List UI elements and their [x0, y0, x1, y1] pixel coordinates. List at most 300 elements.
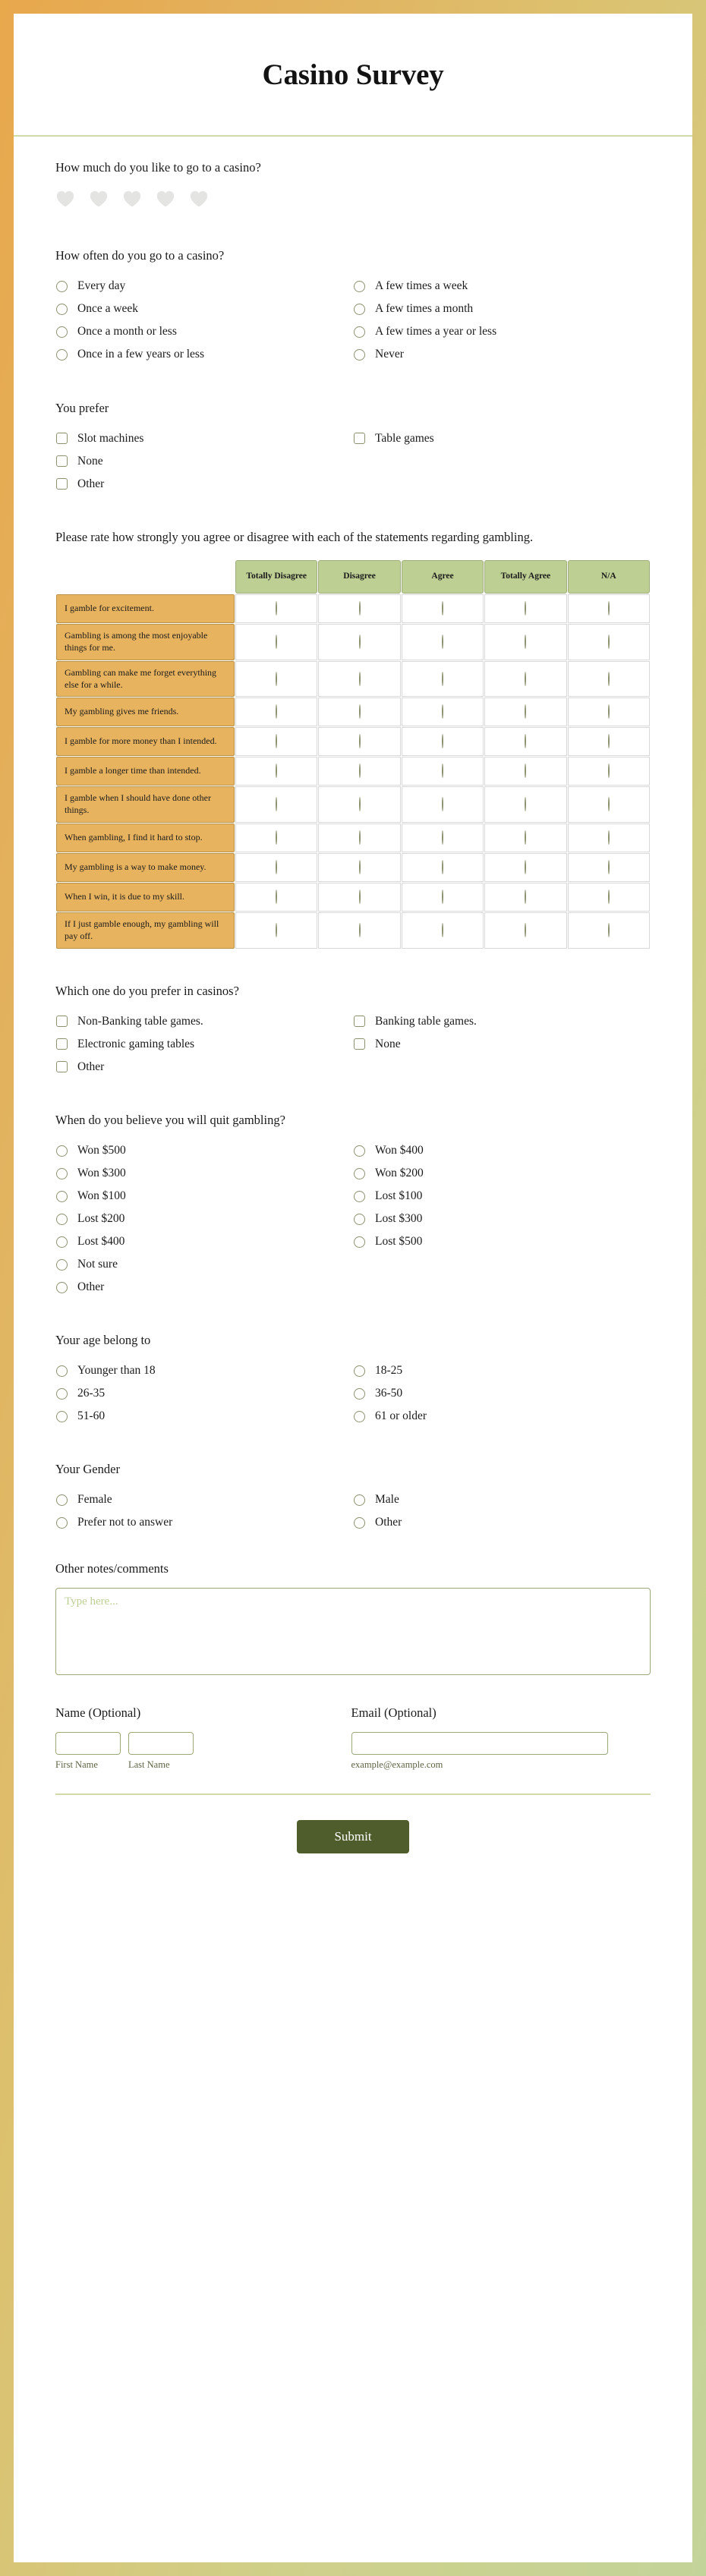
checkbox-icon[interactable]: [354, 1016, 365, 1027]
radio-icon[interactable]: [525, 860, 526, 874]
matrix-cell[interactable]: [568, 757, 650, 786]
radio-option[interactable]: [353, 1405, 651, 1428]
matrix-cell[interactable]: [484, 853, 566, 882]
spacer: [55, 1079, 651, 1112]
email-input-wrap: [351, 1732, 608, 1771]
option-label: 51-60: [77, 1409, 106, 1423]
matrix-head: [56, 560, 650, 594]
radio-icon[interactable]: [359, 704, 361, 719]
radio-icon[interactable]: [354, 1145, 365, 1157]
matrix-cell[interactable]: [318, 661, 400, 698]
radio-icon[interactable]: [276, 764, 277, 778]
radio-icon[interactable]: [354, 1365, 365, 1377]
matrix-column-header: Disagree: [318, 560, 400, 594]
radio-option[interactable]: [55, 1253, 353, 1276]
matrix-cell[interactable]: [484, 594, 566, 623]
checkbox-group-you-prefer: [55, 427, 651, 496]
radio-icon[interactable]: [442, 635, 443, 649]
contact-fields-row: [55, 1705, 651, 1771]
radio-option[interactable]: [353, 1230, 651, 1253]
radio-icon[interactable]: [608, 890, 610, 904]
checkbox-option[interactable]: [353, 1033, 651, 1056]
matrix-row: [56, 757, 650, 786]
radio-option[interactable]: [55, 1139, 353, 1162]
spacer: [55, 1535, 651, 1560]
radio-icon[interactable]: [354, 1411, 365, 1422]
radio-option[interactable]: [353, 321, 651, 344]
radio-icon[interactable]: [56, 1388, 68, 1400]
radio-icon[interactable]: [354, 349, 365, 361]
matrix-cell[interactable]: [402, 912, 484, 949]
radio-icon[interactable]: [354, 1214, 365, 1225]
radio-icon[interactable]: [354, 1494, 365, 1506]
radio-icon[interactable]: [276, 860, 277, 874]
heart-rating-scale[interactable]: [55, 187, 651, 214]
matrix-cell[interactable]: [402, 698, 484, 726]
option-label: 18-25: [375, 1364, 403, 1378]
radio-option[interactable]: [353, 344, 651, 367]
email-field-group: [351, 1705, 651, 1771]
radio-option[interactable]: [353, 1512, 651, 1535]
question-label: Which one do you prefer in casinos?: [55, 983, 239, 998]
radio-icon[interactable]: [608, 734, 610, 748]
radio-icon[interactable]: [525, 830, 526, 845]
submit-button[interactable]: Submit: [297, 1820, 409, 1853]
checkbox-option[interactable]: [55, 1010, 353, 1033]
checkbox-icon[interactable]: [354, 1038, 365, 1050]
radio-icon[interactable]: [56, 1168, 68, 1179]
survey-form-card: [14, 14, 692, 2562]
matrix-cell[interactable]: [484, 661, 566, 698]
radio-group-gender: [55, 1489, 651, 1535]
matrix-cell[interactable]: [235, 661, 317, 698]
checkbox-icon[interactable]: [56, 1016, 68, 1027]
question-label: When do you believe you will quit gambling?: [55, 1112, 285, 1127]
radio-option[interactable]: [353, 1185, 651, 1208]
matrix-row-label: When gambling, I find it hard to stop.: [56, 824, 235, 852]
matrix-row-label: If I just gamble enough, my gambling will pay off.: [56, 912, 235, 949]
radio-icon[interactable]: [608, 704, 610, 719]
matrix-cell[interactable]: [318, 698, 400, 726]
question-label: Other notes/comments: [55, 1560, 169, 1576]
radio-group-age: [55, 1359, 651, 1428]
radio-icon[interactable]: [354, 281, 365, 292]
radio-icon[interactable]: [525, 764, 526, 778]
radio-option[interactable]: [55, 1208, 353, 1230]
checkbox-option[interactable]: [55, 1056, 353, 1079]
radio-icon[interactable]: [442, 734, 443, 748]
radio-group-how-often: [55, 276, 651, 367]
radio-icon[interactable]: [56, 304, 68, 315]
matrix-row-label: I gamble a longer time than intended.: [56, 757, 235, 786]
option-label: Once in a few years or less: [77, 348, 204, 361]
matrix-cell[interactable]: [568, 594, 650, 623]
grid-filler: [353, 1253, 651, 1276]
question-other-notes: [55, 1560, 651, 1679]
matrix-cell[interactable]: [318, 786, 400, 823]
matrix-corner-cell: [56, 560, 235, 594]
spacer: [55, 1299, 651, 1332]
email-input[interactable]: [351, 1732, 608, 1755]
matrix-cell[interactable]: [568, 853, 650, 882]
matrix-cell[interactable]: [402, 786, 484, 823]
radio-option[interactable]: [55, 1162, 353, 1185]
radio-option[interactable]: [353, 1162, 651, 1185]
option-label: 61 or older: [375, 1409, 427, 1423]
matrix-cell[interactable]: [235, 853, 317, 882]
matrix-cell[interactable]: [402, 661, 484, 698]
question-gender: [55, 1461, 651, 1534]
radio-icon[interactable]: [276, 672, 277, 686]
radio-icon[interactable]: [442, 860, 443, 874]
matrix-row-label: Gambling is among the most enjoyable things for me.: [56, 624, 235, 660]
radio-icon[interactable]: [608, 672, 610, 686]
matrix-cell[interactable]: [402, 727, 484, 756]
radio-option[interactable]: [353, 1139, 651, 1162]
matrix-cell[interactable]: [484, 624, 566, 660]
option-label: Won $200: [375, 1166, 424, 1179]
radio-option[interactable]: [55, 344, 353, 367]
radio-icon[interactable]: [359, 890, 361, 904]
matrix-cell[interactable]: [235, 698, 317, 726]
name-inputs: [55, 1732, 351, 1771]
option-label: A few times a month: [375, 302, 474, 316]
matrix-cell[interactable]: [235, 786, 317, 823]
matrix-cell[interactable]: [402, 624, 484, 660]
email-label: Email (Optional): [351, 1705, 437, 1721]
option-label: Every day: [77, 279, 126, 293]
name-label: Name (Optional): [55, 1705, 141, 1721]
radio-icon[interactable]: [608, 923, 610, 937]
matrix-cell[interactable]: [318, 757, 400, 786]
matrix-header-row: [56, 560, 650, 594]
matrix-cell[interactable]: [568, 727, 650, 756]
radio-icon[interactable]: [442, 764, 443, 778]
question-label: Your age belong to: [55, 1333, 151, 1348]
matrix-cell[interactable]: [318, 624, 400, 660]
radio-icon[interactable]: [56, 1282, 68, 1293]
radio-option[interactable]: [55, 1359, 353, 1382]
spacer: [55, 1679, 651, 1705]
option-label: Never: [375, 348, 404, 361]
radio-icon[interactable]: [442, 923, 443, 937]
radio-icon[interactable]: [442, 601, 443, 616]
matrix-cell[interactable]: [402, 757, 484, 786]
matrix-cell[interactable]: [402, 594, 484, 623]
matrix-row: [56, 698, 650, 726]
matrix-cell[interactable]: [235, 883, 317, 912]
radio-icon[interactable]: [442, 797, 443, 811]
option-label: Other: [77, 1060, 105, 1073]
radio-option[interactable]: [55, 1489, 353, 1512]
radio-icon[interactable]: [359, 923, 361, 937]
matrix-row-label: My gambling is a way to make money.: [56, 853, 235, 882]
radio-icon[interactable]: [359, 734, 361, 748]
last-name-sublabel: Last Name: [128, 1759, 170, 1771]
radio-icon[interactable]: [354, 1168, 365, 1179]
radio-option[interactable]: [55, 1382, 353, 1405]
radio-icon[interactable]: [276, 830, 277, 845]
option-label: Other: [77, 1280, 105, 1293]
option-label: Once a month or less: [77, 325, 177, 339]
option-label: Other: [77, 477, 105, 490]
radio-icon[interactable]: [56, 1259, 68, 1271]
matrix-cell[interactable]: [568, 661, 650, 698]
matrix-cell[interactable]: [235, 624, 317, 660]
radio-icon[interactable]: [359, 830, 361, 845]
checkbox-icon[interactable]: [354, 433, 365, 444]
matrix-row: [56, 727, 650, 756]
matrix-cell[interactable]: [402, 883, 484, 912]
notes-textarea[interactable]: [55, 1588, 651, 1675]
last-name-input[interactable]: [128, 1732, 194, 1755]
option-label: Younger than 18: [77, 1364, 156, 1378]
matrix-cell[interactable]: [402, 853, 484, 882]
radio-icon[interactable]: [525, 890, 526, 904]
radio-icon[interactable]: [56, 1191, 68, 1202]
matrix-row-label: Gambling can make me forget everything else for a while.: [56, 661, 235, 698]
radio-icon[interactable]: [525, 797, 526, 811]
name-field-group: [55, 1705, 351, 1771]
radio-icon[interactable]: [525, 635, 526, 649]
radio-icon[interactable]: [608, 764, 610, 778]
radio-icon[interactable]: [56, 349, 68, 361]
option-label: Male: [375, 1493, 399, 1507]
option-label: Non-Banking table games.: [77, 1014, 203, 1028]
checkbox-option[interactable]: [353, 1010, 651, 1033]
radio-icon[interactable]: [276, 704, 277, 719]
checkbox-icon[interactable]: [56, 433, 68, 444]
grid-filler: [353, 450, 651, 473]
checkbox-option[interactable]: [353, 427, 651, 450]
radio-icon[interactable]: [354, 1388, 365, 1400]
matrix-cell[interactable]: [568, 883, 650, 912]
matrix-cell[interactable]: [484, 824, 566, 852]
matrix-row: [56, 883, 650, 912]
radio-icon[interactable]: [56, 326, 68, 338]
radio-icon[interactable]: [442, 830, 443, 845]
radio-option[interactable]: [353, 298, 651, 321]
matrix-cell[interactable]: [318, 594, 400, 623]
radio-option[interactable]: [353, 1489, 651, 1512]
spacer: [55, 496, 651, 529]
radio-option[interactable]: [353, 1359, 651, 1382]
radio-icon[interactable]: [359, 635, 361, 649]
checkbox-icon[interactable]: [56, 478, 68, 490]
option-label: Won $100: [77, 1189, 126, 1202]
matrix-cell[interactable]: [484, 786, 566, 823]
matrix-row: [56, 624, 650, 660]
radio-icon[interactable]: [56, 1517, 68, 1529]
matrix-row: [56, 824, 650, 852]
matrix-cell[interactable]: [568, 698, 650, 726]
question-label: Your Gender: [55, 1462, 120, 1477]
radio-icon[interactable]: [56, 1494, 68, 1506]
checkbox-option[interactable]: [55, 427, 353, 450]
matrix-cell[interactable]: [235, 594, 317, 623]
option-label: None: [77, 454, 103, 468]
option-label: 26-35: [77, 1387, 106, 1400]
radio-icon[interactable]: [608, 830, 610, 845]
radio-icon[interactable]: [525, 601, 526, 616]
radio-option[interactable]: [353, 1208, 651, 1230]
radio-icon[interactable]: [276, 923, 277, 937]
radio-icon[interactable]: [354, 1236, 365, 1248]
option-label: Won $300: [77, 1166, 126, 1179]
radio-icon[interactable]: [56, 1365, 68, 1377]
checkbox-option[interactable]: [55, 1033, 353, 1056]
radio-icon[interactable]: [442, 704, 443, 719]
matrix-cell[interactable]: [318, 853, 400, 882]
radio-icon[interactable]: [525, 704, 526, 719]
matrix-row: [56, 594, 650, 623]
radio-icon[interactable]: [359, 672, 361, 686]
checkbox-option[interactable]: [55, 450, 353, 473]
radio-icon[interactable]: [354, 326, 365, 338]
question-casino-preference: [55, 983, 651, 1079]
first-name-input[interactable]: [55, 1732, 121, 1755]
matrix-row-label: When I win, it is due to my skill.: [56, 883, 235, 912]
radio-icon[interactable]: [442, 890, 443, 904]
radio-icon[interactable]: [276, 890, 277, 904]
matrix-cell[interactable]: [235, 824, 317, 852]
matrix-cell[interactable]: [484, 883, 566, 912]
matrix-cell[interactable]: [235, 727, 317, 756]
matrix-row: [56, 786, 650, 823]
option-label: A few times a year or less: [375, 325, 497, 339]
matrix-cell[interactable]: [568, 912, 650, 949]
first-name-wrap: [55, 1732, 121, 1771]
matrix-cell[interactable]: [568, 824, 650, 852]
radio-icon[interactable]: [359, 860, 361, 874]
radio-option[interactable]: [353, 1382, 651, 1405]
spacer: [55, 367, 651, 400]
radio-icon[interactable]: [525, 672, 526, 686]
checkbox-option[interactable]: [55, 473, 353, 496]
option-label: Other: [375, 1516, 402, 1529]
question-like-casino: [55, 159, 651, 214]
option-label: Electronic gaming tables: [77, 1037, 195, 1050]
question-agreement-matrix: [55, 529, 651, 949]
radio-icon[interactable]: [354, 304, 365, 315]
matrix-body: [56, 594, 650, 949]
radio-icon[interactable]: [276, 635, 277, 649]
matrix-cell[interactable]: [484, 912, 566, 949]
checkbox-icon[interactable]: [56, 1061, 68, 1072]
spacer: [55, 214, 651, 247]
radio-option[interactable]: [55, 1512, 353, 1535]
form-body: [14, 137, 692, 1884]
option-label: Lost $400: [77, 1234, 125, 1248]
option-label: Slot machines: [77, 431, 144, 445]
matrix-cell[interactable]: [318, 912, 400, 949]
radio-option[interactable]: [55, 1230, 353, 1253]
radio-option[interactable]: [55, 321, 353, 344]
radio-option[interactable]: [55, 276, 353, 298]
matrix-cell[interactable]: [318, 883, 400, 912]
checkbox-icon[interactable]: [56, 455, 68, 467]
radio-icon[interactable]: [525, 923, 526, 937]
option-label: 36-50: [375, 1387, 403, 1400]
matrix-column-header: Totally Disagree: [235, 560, 317, 594]
radio-icon[interactable]: [359, 601, 361, 616]
radio-icon[interactable]: [354, 1517, 365, 1529]
matrix-cell[interactable]: [484, 698, 566, 726]
option-label: Not sure: [77, 1257, 118, 1271]
heart-icon[interactable]: [189, 190, 209, 208]
radio-icon[interactable]: [608, 635, 610, 649]
matrix-cell[interactable]: [235, 912, 317, 949]
radio-group-quit-gambling: [55, 1139, 651, 1299]
matrix-row: [56, 912, 650, 949]
matrix-cell[interactable]: [235, 757, 317, 786]
matrix-cell[interactable]: [484, 757, 566, 786]
radio-icon[interactable]: [276, 797, 277, 811]
matrix-column-header: Agree: [402, 560, 484, 594]
matrix-cell[interactable]: [568, 624, 650, 660]
option-label: Prefer not to answer: [77, 1516, 173, 1529]
matrix-cell[interactable]: [484, 727, 566, 756]
radio-icon[interactable]: [276, 601, 277, 616]
question-label: Please rate how strongly you agree or disagree with each of the statements regarding gambling.: [55, 529, 534, 544]
heart-icon[interactable]: [122, 190, 142, 208]
matrix-cell[interactable]: [318, 727, 400, 756]
spacer: [55, 949, 651, 983]
matrix-column-header: Totally Agree: [484, 560, 566, 594]
radio-icon[interactable]: [56, 1214, 68, 1225]
radio-icon[interactable]: [525, 734, 526, 748]
radio-icon[interactable]: [608, 601, 610, 616]
matrix-row: [56, 853, 650, 882]
question-you-prefer: [55, 400, 651, 496]
matrix-cell[interactable]: [402, 824, 484, 852]
option-label: Table games: [375, 431, 434, 445]
radio-icon[interactable]: [608, 860, 610, 874]
option-label: Once a week: [77, 302, 139, 316]
radio-icon[interactable]: [56, 1411, 68, 1422]
radio-icon[interactable]: [56, 281, 68, 292]
option-label: Won $500: [77, 1143, 126, 1157]
radio-option[interactable]: [55, 1276, 353, 1299]
matrix-row-label: I gamble for excitement.: [56, 594, 235, 623]
radio-icon[interactable]: [608, 797, 610, 811]
heart-icon[interactable]: [55, 190, 75, 208]
matrix-cell[interactable]: [318, 824, 400, 852]
radio-icon[interactable]: [56, 1145, 68, 1157]
radio-icon[interactable]: [276, 734, 277, 748]
radio-icon[interactable]: [359, 797, 361, 811]
radio-option[interactable]: [55, 298, 353, 321]
spacer: [55, 1428, 651, 1461]
radio-option[interactable]: [55, 1405, 353, 1428]
radio-option[interactable]: [55, 1185, 353, 1208]
question-label: How much do you like to go to a casino?: [55, 160, 261, 175]
heart-icon[interactable]: [89, 190, 109, 208]
matrix-row: [56, 661, 650, 698]
radio-icon[interactable]: [56, 1236, 68, 1248]
checkbox-icon[interactable]: [56, 1038, 68, 1050]
radio-icon[interactable]: [354, 1191, 365, 1202]
last-name-wrap: [128, 1732, 194, 1771]
heart-icon[interactable]: [156, 190, 175, 208]
option-label: Lost $100: [375, 1189, 423, 1202]
matrix-table-wrapper: [55, 556, 651, 949]
radio-option[interactable]: [353, 276, 651, 298]
radio-icon[interactable]: [359, 764, 361, 778]
radio-icon[interactable]: [442, 672, 443, 686]
first-name-sublabel: First Name: [55, 1759, 98, 1771]
matrix-cell[interactable]: [568, 786, 650, 823]
